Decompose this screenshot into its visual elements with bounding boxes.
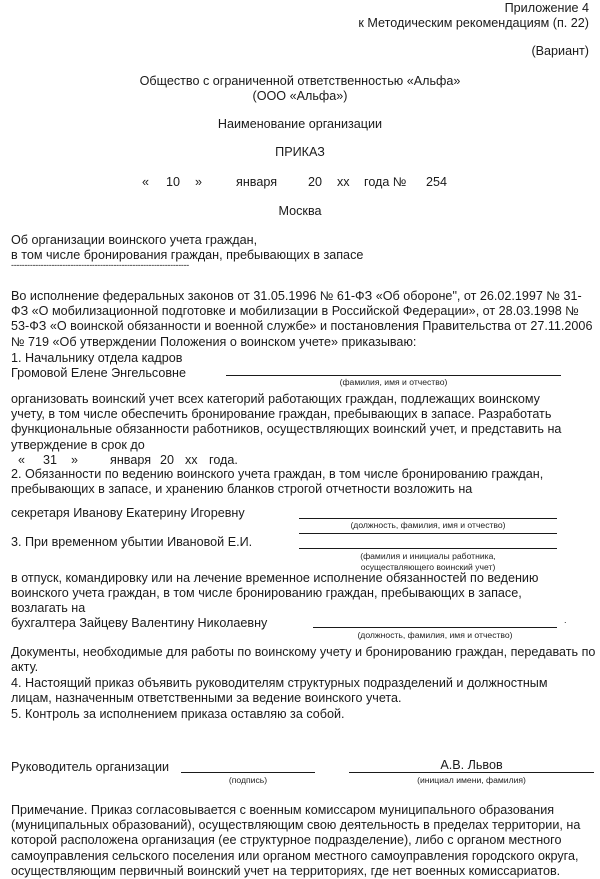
order-preamble: Во исполнение федеральных законов от 31.05.1996 № 61-ФЗ «Об обороне", от 26.02.1997 № 31-ФЗ «О мобилизационной подготовке и мобилизации в Российской Федерации», от 28.03.1998 № 53-ФЗ «О воинской обязанности и военной службе» и постановления Правительства от 27.11.2006 № 719 «Об утверждении Положения о воинском учете» приказываю: [11,289,593,349]
item-3-field-caption-2: осуществляющего воинский учет) [360,562,496,572]
item-3-heading: 3. При временном убытии Ивановой Е.И. [11,535,253,549]
organization-short-name: (ООО «Альфа») [252,89,348,103]
item-5-text: 5. Контроль за исполнением приказа оставляю за собой. [11,707,345,721]
documents-text: Документы, необходимые для работы по воинскому учету и бронированию граждан, передавать по акту. [11,645,596,675]
organization-full-name: Общество с ограниченной ответственностью «Альфа» [139,74,461,88]
item-3-upper-line [299,533,557,534]
order-city: Москва [278,204,322,218]
item-1-heading: 1. Начальнику отдела кадров [11,351,183,365]
appendix-label: Приложение 4 [504,1,589,15]
item-1-name-field-line [226,375,561,376]
signatory-name-caption: (инициал имени, фамилия) [417,775,526,785]
organization-label: Наименование организации [217,117,383,131]
deadline-day: 31 [43,453,58,467]
date-year: хх [337,175,350,189]
item-3-text: в отпуск, командировку или на лечение временное исполнение обязанностей по ведению воинского учета граждан, в том числе бронированию граждан, пребывающих в запасе, возлагать на [11,571,539,616]
deadline-month: января [110,453,152,467]
date-year-word: года № [364,175,407,189]
item-1-field-caption: (фамилия, имя и отчество) [339,377,448,387]
order-subject-line-1: Об организации воинского учета граждан, [11,233,258,247]
order-number: 254 [426,175,448,189]
order-title: ПРИКАЗ [275,145,325,159]
note-text: Примечание. Приказ согласовывается с военным комиссаром муниципального образования (муниципальных образований), осуществляющим свою деятельность в пределах территории, на которой расположена организация (ее структурное подразделение), либо с органом местного самоуправления сельского поселения или органом местного самоуправления городского округа, осуществляющим первичный воинский учет на территориях, где нет военных комиссариатов. [11,803,581,878]
item-2-field-caption: (должность, фамилия, имя и отчество) [350,520,506,530]
order-subject-underline: ------------------------------------------------------------------ [11,260,190,270]
deadline-year: хх [185,453,198,467]
signature-caption: (подпись) [228,775,268,785]
signatory-name: А.В. Львов [440,758,503,772]
signature-role: Руководитель организации [11,760,170,774]
signature-line [181,772,315,773]
item-3-field-caption: (должность, фамилия, имя и отчество) [357,630,513,640]
date-month: января [236,175,278,189]
item-3-name-field-line-2 [313,627,557,628]
item-3-name-field-line [299,548,557,549]
item-2-name-field-line [299,518,557,519]
date-open-quote: « [142,175,150,189]
deadline-close-quote: » [71,453,79,467]
deadline-open-quote: « [18,453,26,467]
item-3-field-caption-1: (фамилия и инициалы работника, [360,551,496,561]
item-2-text: 2. Обязанности по ведению воинского учета граждан, в том числе бронированию граждан, пребывающих в запасе, и хранению бланков строгой отчетности возложить на [11,467,544,497]
appendix-reference: к Методическим рекомендациям (п. 22) [358,16,589,30]
signatory-name-line [349,772,594,773]
order-subject-line-2: в том числе бронирования граждан, пребывающих в запасе [11,248,364,262]
item-3-trailing-dot: . [564,615,567,625]
deadline-century: 20 [160,453,175,467]
date-century: 20 [308,175,323,189]
date-close-quote: » [195,175,203,189]
item-1-text: организовать воинский учет всех категорий работающих граждан, подлежащих воинскому учету, в том числе обеспечить бронирование граждан, пребывающих в запасе. Разработать функциональные обязанности работников, осуществляющих воинский учет, и представить на утверждение в срок до [11,392,562,452]
item-2-name: секретаря Иванову Екатерину Игоревну [11,506,245,520]
variant-label: (Вариант) [531,44,589,58]
item-1-name: Громовой Елене Энгельсовне [11,366,186,380]
deadline-suffix: года. [209,453,238,467]
date-day: 10 [166,175,181,189]
item-4-text: 4. Настоящий приказ объявить руководителям структурных подразделений и должностным лицам, назначенным ответственными за ведение воинского учета. [11,676,548,706]
item-3-name: бухгалтера Зайцеву Валентину Николаевну [11,616,268,630]
